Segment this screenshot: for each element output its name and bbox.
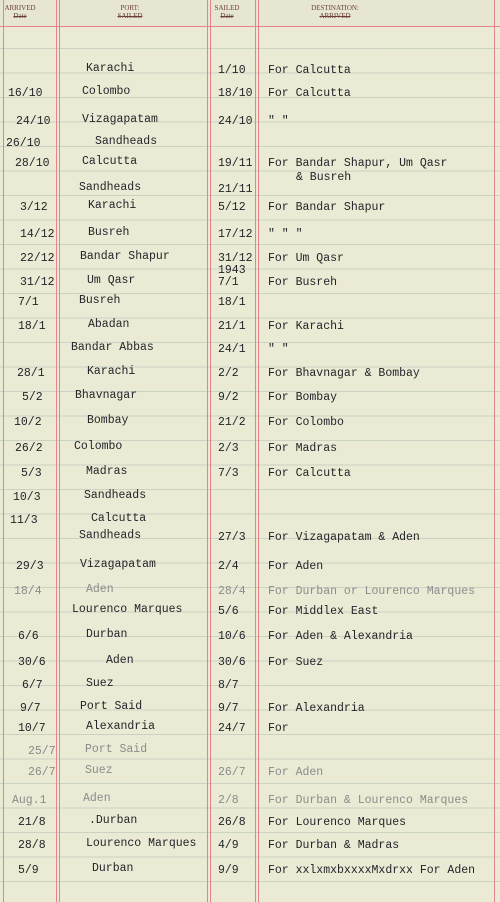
- arrived-date: 10/2: [14, 416, 42, 429]
- column-line-port: [207, 0, 208, 902]
- port-name: Aden: [106, 654, 134, 667]
- destination-text: For Durban & Lourenco Marques: [268, 794, 469, 807]
- sailed-date: 2/8: [218, 794, 239, 807]
- port-name: Colombo: [74, 440, 123, 453]
- port-name: Bandar Shapur: [80, 250, 170, 263]
- sailed-date: 10/6: [218, 630, 246, 643]
- port-name: Lourenco Marques: [72, 603, 183, 616]
- sailed-date: 24/7: [218, 722, 246, 735]
- port-name: Um Qasr: [87, 274, 136, 287]
- port-name: Karachi: [86, 62, 135, 75]
- sailed-date: 2/3: [218, 442, 239, 455]
- header-port: [90, 4, 170, 20]
- arrived-date: 22/12: [20, 252, 55, 265]
- arrived-date: 5/3: [21, 467, 42, 480]
- port-name: Calcutta: [82, 155, 138, 168]
- destination-text: For Lourenco Marques: [268, 816, 407, 829]
- arrived-date: 18/1: [18, 320, 46, 333]
- sailed-date: 31/12: [218, 252, 253, 265]
- destination-text: For Calcutta: [268, 467, 351, 480]
- destination-text: For Calcutta: [268, 64, 351, 77]
- arrived-date: 3/12: [20, 201, 48, 214]
- arrived-date: 6/6: [18, 630, 39, 643]
- header-destination-label: DESTINATION:: [311, 4, 359, 12]
- port-name: Suez: [86, 677, 114, 690]
- port-name: Calcutta: [91, 512, 147, 525]
- sailed-date: 7/3: [218, 467, 239, 480]
- destination-text: For: [268, 722, 289, 735]
- sailed-date: 18/1: [218, 296, 246, 309]
- destination-text: " " ": [268, 228, 303, 241]
- destination-text: For Vizagapatam & Aden: [268, 531, 420, 544]
- destination-text: For Busreh: [268, 276, 338, 289]
- port-name: Abadan: [88, 318, 130, 331]
- sailed-date: 26/8: [218, 816, 246, 829]
- port-name: Busreh: [79, 294, 121, 307]
- sailed-date: 21/2: [218, 416, 246, 429]
- destination-text: For Madras: [268, 442, 338, 455]
- port-name: Alexandria: [86, 720, 156, 733]
- destination-text: For Aden & Alexandria: [268, 630, 413, 643]
- sailed-date: 26/7: [218, 766, 246, 779]
- arrived-date: 24/10: [16, 115, 51, 128]
- destination-text: For Suez: [268, 656, 324, 669]
- arrived-date: 28/1: [17, 367, 45, 380]
- header-rule: [0, 26, 500, 27]
- destination-text: For Alexandria: [268, 702, 365, 715]
- arrived-date: 14/12: [20, 228, 55, 241]
- arrived-date: 9/7: [20, 702, 41, 715]
- port-name: Port Said: [80, 700, 143, 713]
- destination-text: For Bombay: [268, 391, 338, 404]
- margin-line-right: [494, 0, 495, 902]
- sailed-date: 9/9: [218, 864, 239, 877]
- port-name: Aden: [86, 583, 114, 596]
- sailed-date: 8/7: [218, 679, 239, 692]
- port-name: Suez: [85, 764, 113, 777]
- port-name: Sandheads: [84, 489, 147, 502]
- port-name: Durban: [86, 628, 128, 641]
- destination-text: For Durban or Lourenco Marques: [268, 585, 476, 598]
- arrived-date: 10/7: [18, 722, 46, 735]
- sailed-date: 5/12: [218, 201, 246, 214]
- destination-text: For Aden: [268, 766, 324, 779]
- sailed-date: 9/2: [218, 391, 239, 404]
- arrived-date: 25/7: [28, 745, 56, 758]
- sailed-date: 4/9: [218, 839, 239, 852]
- port-name: Lourenco Marques: [86, 837, 197, 850]
- destination-text: For Durban & Madras: [268, 839, 400, 852]
- arrived-date: 7/1: [18, 296, 39, 309]
- sailed-date: 2/4: [218, 560, 239, 573]
- port-name: Sandheads: [79, 529, 142, 542]
- arrived-date: 21/8: [18, 816, 46, 829]
- destination-text: " ": [268, 115, 289, 128]
- port-name: Aden: [83, 792, 111, 805]
- header-arrived: [2, 4, 38, 20]
- sailed-date: 21/11: [218, 183, 253, 196]
- header-port-sailed: SAILED: [117, 12, 143, 20]
- port-name: Sandheads: [79, 181, 142, 194]
- port-name: Bombay: [87, 414, 129, 427]
- sailed-date: 7/1: [218, 276, 239, 289]
- port-name: Bandar Abbas: [71, 341, 154, 354]
- header-port-label: PORT:: [120, 4, 140, 12]
- arrived-date: 28/10: [15, 157, 50, 170]
- header-sailed: [211, 4, 243, 20]
- sailed-date: 28/4: [218, 585, 246, 598]
- column-line-arrived-2: [59, 0, 60, 902]
- port-name: Vizagapatam: [80, 558, 156, 571]
- arrived-date: 16/10: [8, 87, 43, 100]
- header-arrived-label: ARRIVED: [4, 4, 36, 12]
- port-name: Karachi: [87, 365, 136, 378]
- header-destination-arrived: ARRIVED: [319, 12, 351, 20]
- column-line-port-2: [210, 0, 211, 902]
- header-sailed-date: Date: [220, 12, 234, 20]
- arrived-date: 30/6: [18, 656, 46, 669]
- destination-text: For Bandar Shapur: [268, 201, 386, 214]
- sailed-date: 24/10: [218, 115, 253, 128]
- column-line-arrived: [56, 0, 57, 902]
- port-name: .Durban: [89, 814, 138, 827]
- margin-line-left: [3, 0, 4, 902]
- column-line-sailed-2: [258, 0, 259, 902]
- sailed-date: 9/7: [218, 702, 239, 715]
- port-name: Bhavnagar: [75, 389, 138, 402]
- destination-text: For xxlxmxbxxxxMxdrxx For Aden: [268, 864, 476, 877]
- arrived-date: 6/7: [22, 679, 43, 692]
- port-name: Madras: [86, 465, 128, 478]
- destination-text: For Bhavnagar & Bombay: [268, 367, 420, 380]
- column-line-sailed: [255, 0, 256, 902]
- sailed-date: 27/3: [218, 531, 246, 544]
- arrived-date: Aug.1: [12, 794, 47, 807]
- destination-text: For Calcutta: [268, 87, 351, 100]
- header-destination: [290, 4, 380, 20]
- arrived-date: 11/3: [10, 514, 38, 527]
- arrived-date: 29/3: [16, 560, 44, 573]
- port-name: Vizagapatam: [82, 113, 158, 126]
- destination-text: For Colombo: [268, 416, 344, 429]
- port-name: Sandheads: [95, 135, 158, 148]
- sailed-date: 5/6: [218, 605, 239, 618]
- destination-text: For Aden: [268, 560, 324, 573]
- destination-text: For Bandar Shapur, Um Qasr: [268, 157, 448, 170]
- arrived-date: 10/3: [13, 491, 41, 504]
- destination-text: For Karachi: [268, 320, 344, 333]
- destination-text: For Um Qasr: [268, 252, 344, 265]
- port-name: Karachi: [88, 199, 137, 212]
- sailed-date: 17/12: [218, 228, 253, 241]
- port-name: Port Said: [85, 743, 148, 756]
- arrived-date: 18/4: [14, 585, 42, 598]
- sailed-year: 1943: [218, 264, 246, 277]
- port-name: Busreh: [88, 226, 130, 239]
- arrived-date: 31/12: [20, 276, 55, 289]
- arrived-date: 26/7: [28, 766, 56, 779]
- header-band: [0, 0, 500, 26]
- sailed-date: 19/11: [218, 157, 253, 170]
- sailed-date: 21/1: [218, 320, 246, 333]
- header-arrived-date: Date: [13, 12, 27, 20]
- sailed-date: 1/10: [218, 64, 246, 77]
- arrived-date: 26/10: [6, 137, 41, 150]
- port-name: Durban: [92, 862, 134, 875]
- arrived-date: 5/9: [18, 864, 39, 877]
- arrived-date: 28/8: [18, 839, 46, 852]
- arrived-date: 26/2: [15, 442, 43, 455]
- destination-text: " ": [268, 343, 289, 356]
- header-sailed-label: SAILED: [214, 4, 240, 12]
- sailed-date: 18/10: [218, 87, 253, 100]
- destination-text-cont: & Busreh: [296, 171, 352, 184]
- sailed-date: 2/2: [218, 367, 239, 380]
- destination-text: For Middlex East: [268, 605, 379, 618]
- sailed-date: 30/6: [218, 656, 246, 669]
- sailed-date: 24/1: [218, 343, 246, 356]
- port-name: Colombo: [82, 85, 131, 98]
- arrived-date: 5/2: [22, 391, 43, 404]
